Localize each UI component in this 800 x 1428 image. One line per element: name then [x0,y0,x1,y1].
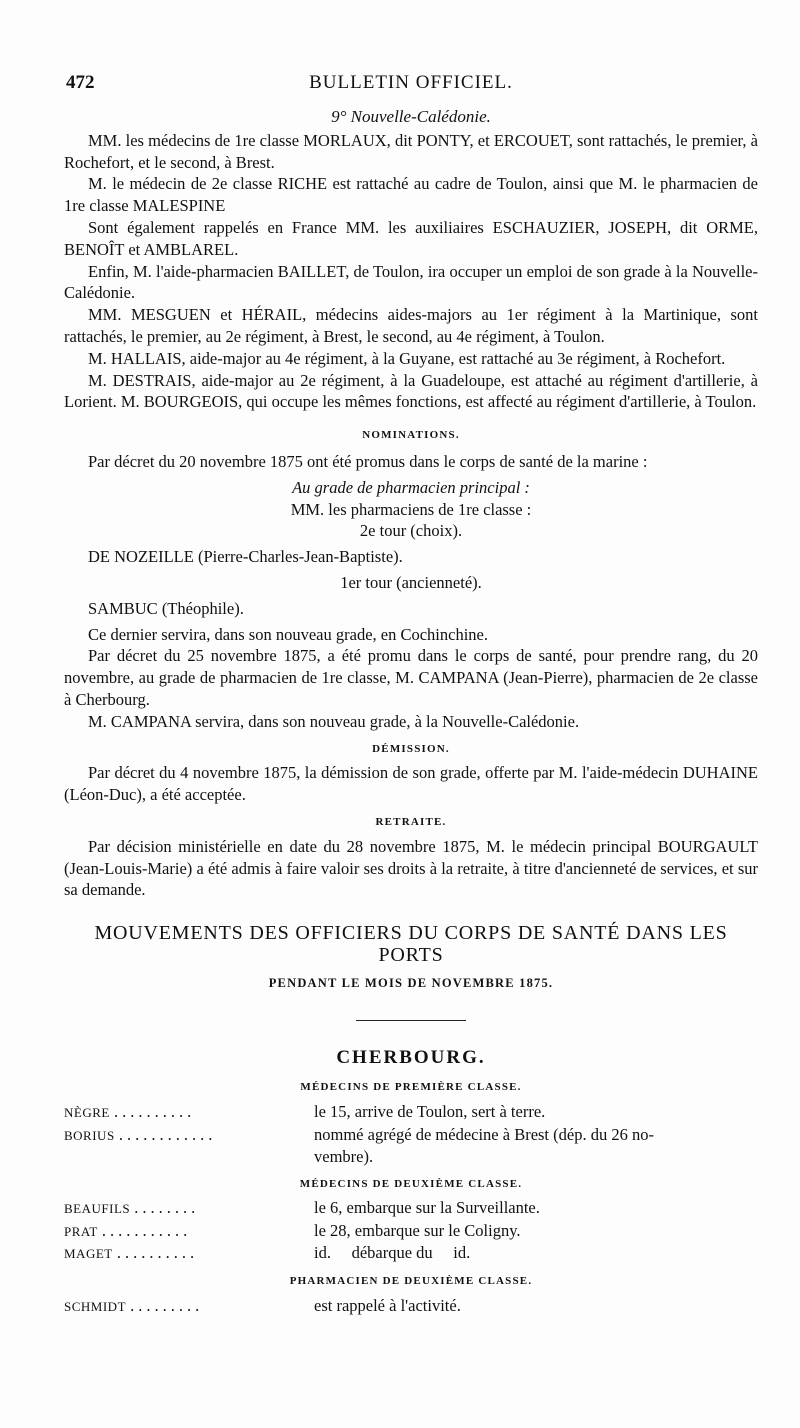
officer-name: BEAUFILS [64,1201,131,1217]
officer-name: PRAT [64,1223,98,1239]
group-heading: MÉDECINS DE PREMIÈRE CLASSE. [300,1081,522,1094]
movements-title: MOUVEMENTS DES OFFICIERS DU CORPS DE SANTÉ DANS LES PORTS [94,922,728,966]
group-heading: MÉDECINS DE DEUXIÈME CLASSE. [299,1177,523,1190]
running-title: BULLETIN OFFICIEL. [309,72,513,93]
group-heading: PHARMACIEN DE DEUXIÈME CLASSE. [289,1274,533,1287]
leader-dots: ......... [130,1295,204,1315]
paragraph: Par décision ministérielle en date du 28 novembre 1875, M. le médecin principal BOURGAULT (Jean-Louis-Marie) a été admis à faire valoir ses droits à la retraite, à titre d'ancienneté de services, et sur sa demande. [64,836,758,900]
tour-choice: 2e tour (choix). [359,521,463,541]
list-item [64,1197,758,1220]
paragraph: Sont également rappelés en France MM. les auxiliaires ESCHAUZIER, JOSEPH, dit ORME, BENOÎT et AMBLAREL. [64,217,758,259]
tour-seniority: 1er tour (ancienneté). [340,572,482,592]
list-item [64,1101,758,1124]
movement-text: le 6, embarque sur la Surveillante. [314,1198,540,1218]
movements-subtitle: PENDANT LE MOIS DE NOVEMBRE 1875. [268,975,554,990]
officer-name: MAGET [64,1246,113,1262]
paragraph: M. CAMPANA servira, dans son nouveau grade, à la Nouvelle-Calédonie. [88,711,580,731]
leader-dots: .......... [113,1102,196,1122]
paragraph: M. le médecin de 2e classe RICHE est rattaché au cadre de Toulon, ainsi que M. le pharmacien de 1re classe MALESPINE [64,174,758,216]
officer-name: BORIUS [64,1127,115,1143]
paragraph: MM. les médecins de 1re classe MORLAUX, dit PONTY, et ERCOUET, sont rattachés, le premier, à Rochefort, et le second, à Brest. [64,130,758,172]
nominations-intro: Par décret du 20 novembre 1875 ont été promus dans le corps de santé de la marine : [88,451,648,471]
demission-heading: DÉMISSION. [372,742,450,755]
promoted-person: DE NOZEILLE (Pierre-Charles-Jean-Baptiste). [88,547,403,567]
movement-text: le 15, arrive de Toulon, sert à terre. [314,1102,546,1122]
paragraph: Ce dernier servira, dans son nouveau grade, en Cochinchine. [88,624,488,644]
list-item [64,1295,758,1318]
section-title: 9° Nouvelle-Calédonie. [331,107,491,126]
leader-dots: ........... [101,1220,192,1240]
movement-text: vembre). [314,1147,374,1167]
officer-name: NÈGRE [64,1105,110,1121]
subgrade-line: MM. les pharmaciens de 1re classe : [290,499,532,519]
nominations-heading: NOMINATIONS. [362,429,460,442]
page-number: 472 [66,72,95,93]
list-item [64,1124,758,1147]
promoted-person: SAMBUC (Théophile). [88,598,244,618]
divider [356,1020,466,1021]
officer-name: SCHMIDT [64,1298,127,1314]
leader-dots: ............ [118,1124,217,1144]
grade-heading: Au grade de pharmacien principal : [292,477,530,497]
movement-text: id. débarque du id. [314,1243,471,1263]
paragraph: Enfin, M. l'aide-pharmacien BAILLET, de Toulon, ira occuper un emploi de son grade à la Nouvelle-Calédonie. [64,261,758,303]
movement-text: nommé agrégé de médecine à Brest (dép. du 26 no- [314,1124,654,1144]
list-item-continuation [64,1146,758,1168]
movement-text: est rappelé à l'activité. [314,1295,461,1315]
leader-dots: ........ [134,1198,200,1218]
leader-dots: .......... [116,1243,199,1263]
list-item [64,1220,758,1243]
paragraph: Par décret du 4 novembre 1875, la démission de son grade, offerte par M. l'aide-médecin DUHAINE (Léon-Duc), a été acceptée. [64,763,758,805]
port-heading: CHERBOURG. [336,1047,486,1069]
retraite-heading: RETRAITE. [375,815,447,828]
paragraph: M. DESTRAIS, aide-major au 2e régiment, à la Guadeloupe, est attaché au régiment d'artillerie, à Lorient. M. BOURGEOIS, qui occupe les mêmes fonctions, est affecté au régiment d'artillerie, à Toulon. [64,370,758,412]
paragraph: MM. MESGUEN et HÉRAIL, médecins aides-majors au 1er régiment à la Martinique, sont rattachés, le premier, au 2e régiment, à Brest, le second, au 4e régiment, à Toulon. [64,305,758,346]
paragraph: Par décret du 25 novembre 1875, a été promu dans le corps de santé, pour prendre rang, du 20 novembre, au grade de pharmacien de 1re classe, M. CAMPANA (Jean-Pierre), pharmacien de 2e classe à Cherbourg. [64,646,758,709]
movement-text: le 28, embarque sur le Coligny. [314,1220,521,1240]
document-body [64,106,758,1317]
paragraph: M. HALLAIS, aide-major au 4e régiment, à la Guyane, est rattaché au 3e régiment, à Rochefort. [88,348,726,368]
list-item [64,1242,758,1265]
